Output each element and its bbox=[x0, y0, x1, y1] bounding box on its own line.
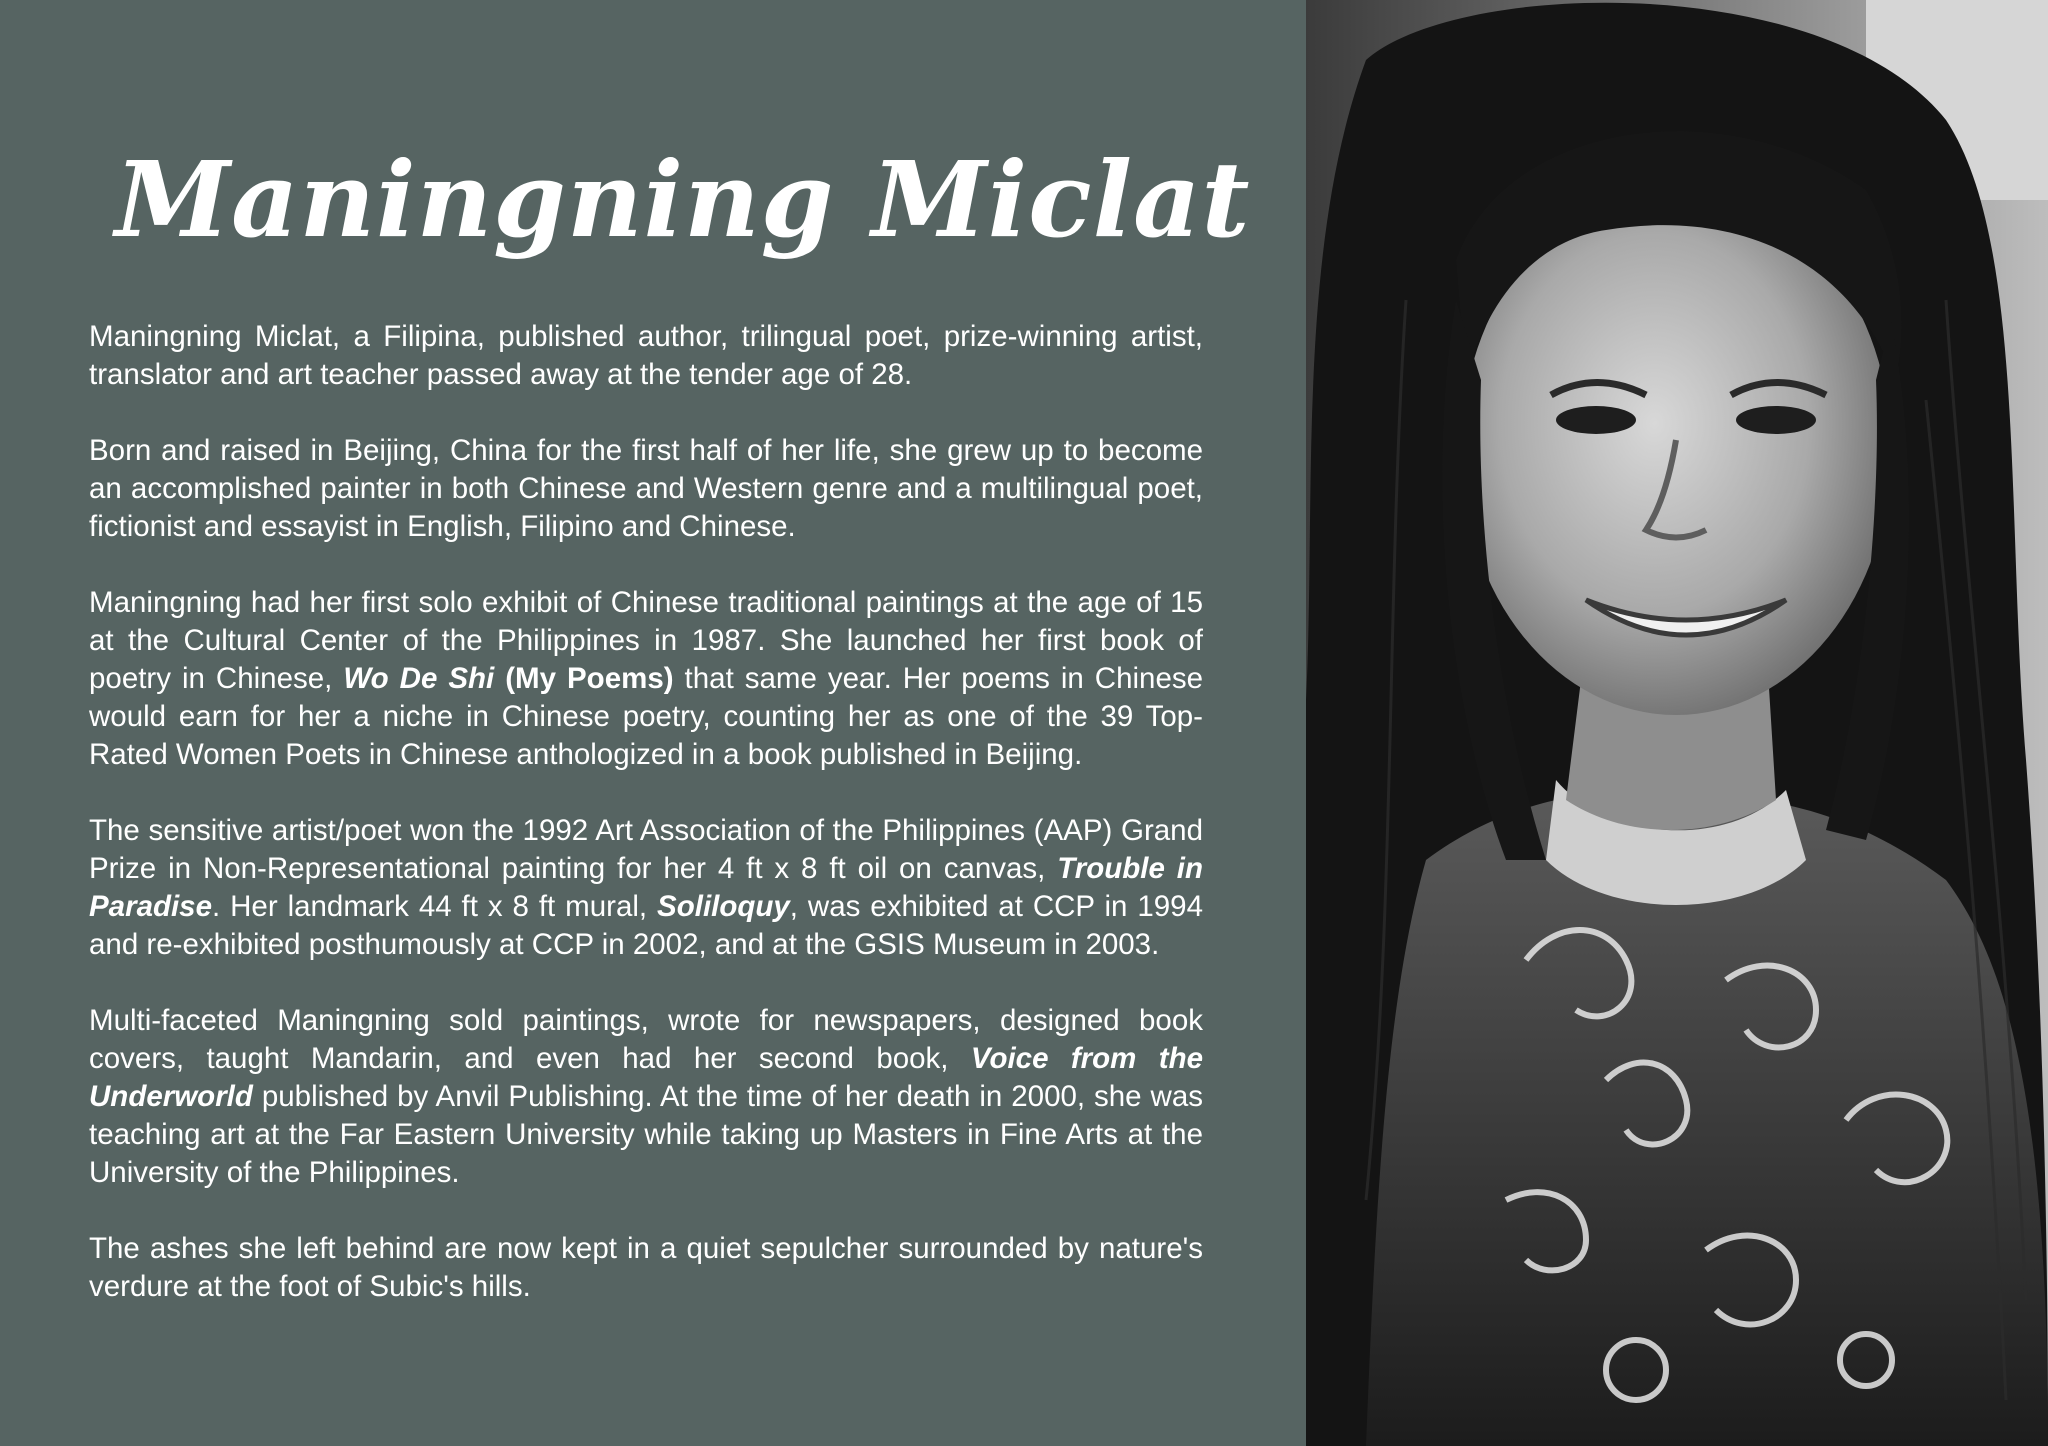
text-segment: , was exhibited at CCP in 1994 and re-exhibited posthumously at CCP in 2002, and at the GSIS Museum in 2003. bbox=[89, 890, 1203, 961]
text-segment: Maningning had her first solo exhibit of Chinese traditional paintings at the age of 15 at the Cultural Center of the Philippines in 1987. She launched her first book of poetry in Chinese, bbox=[89, 586, 1203, 695]
text-segment bbox=[494, 662, 505, 695]
portrait-photo bbox=[1306, 0, 2048, 1446]
text-segment: Voice from the Underworld bbox=[89, 1042, 1203, 1113]
para-awards bbox=[89, 812, 1203, 964]
para-first-exhibit bbox=[89, 584, 1203, 774]
para-intro bbox=[89, 318, 1203, 394]
text-segment: Born and raised in Beijing, China for the first half of her life, she grew up to become an accomplished painter in both Chinese and Western genre and a multilingual poet, fictionist and essayist in English, Filipino and Chinese. bbox=[89, 434, 1203, 543]
text-segment: that same year. Her poems in Chinese would earn for her a niche in Chinese poetry, counting her as one of the 39 Top-Rated Women Poets in Chinese anthologized in a book published in Beijing. bbox=[89, 662, 1204, 771]
para-career bbox=[89, 1002, 1203, 1192]
text-segment: . Her landmark 44 ft x 8 ft mural, bbox=[212, 890, 658, 923]
text-segment: Soliloquy bbox=[657, 890, 790, 923]
text-segment: Multi-faceted Maningning sold paintings, wrote for newspapers, designed book covers, taught Mandarin, and even had her second book, bbox=[89, 1004, 1203, 1075]
text-segment: Maningning Miclat, a Filipina, published author, trilingual poet, prize-winning artist, translator and art teacher passed away at the tender age of 28. bbox=[89, 320, 1203, 391]
text-segment: The sensitive artist/poet won the 1992 Art Association of the Philippines (AAP) Grand Prize in Non-Representational painting for her 4 ft x 8 ft oil on canvas, bbox=[89, 814, 1203, 885]
portrait-photo-icon bbox=[1306, 0, 2048, 1446]
para-early-life bbox=[89, 432, 1203, 546]
page-title: Maningning Miclat bbox=[115, 138, 1251, 261]
para-resting-place bbox=[89, 1230, 1203, 1306]
text-segment: published by Anvil Publishing. At the time of her death in 2000, she was teaching art at the Far Eastern University while taking up Masters in Fine Arts at the University of the Philippines. bbox=[89, 1080, 1203, 1189]
text-segment: The ashes she left behind are now kept in a quiet sepulcher surrounded by nature's verdure at the foot of Subic's hills. bbox=[89, 1232, 1203, 1303]
text-segment: Trouble in Paradise bbox=[89, 852, 1203, 923]
text-segment: Wo De Shi bbox=[343, 662, 495, 695]
text-segment: (My Poems) bbox=[505, 662, 674, 695]
biography-text bbox=[89, 318, 1203, 1306]
